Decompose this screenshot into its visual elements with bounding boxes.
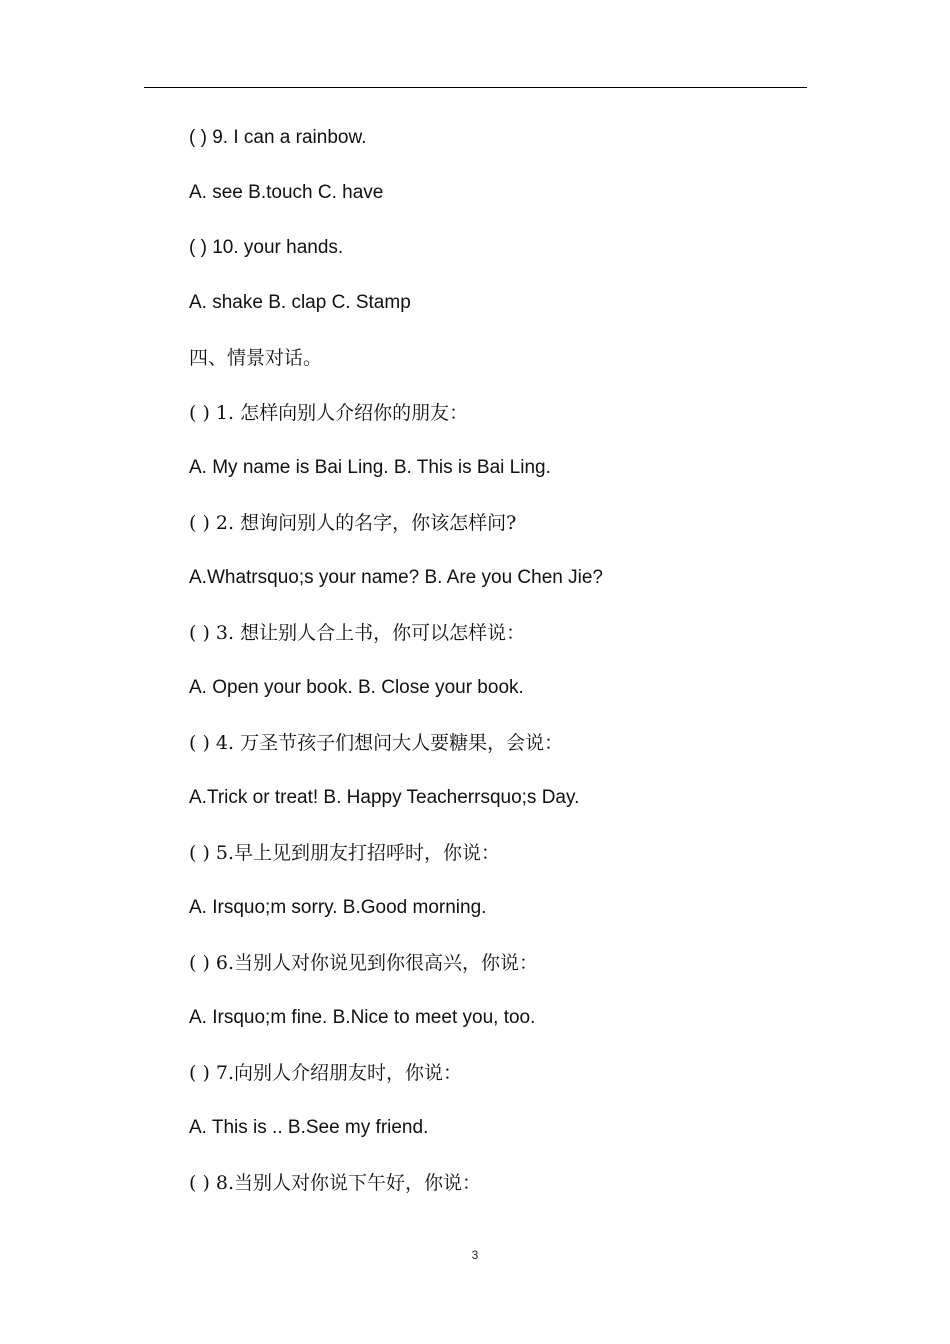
dialog-question-4-stem: ( ) 4. 万圣节孩子们想问大人要糖果，会说：	[189, 732, 564, 754]
question-10-options: A. shake B. clap C. Stamp	[189, 292, 411, 313]
dialog-question-5-options: A. Irsquo;m sorry. B.Good morning.	[189, 897, 487, 918]
dialog-question-4-options: A.Trick or treat! B. Happy Teacherrsquo;s Day.	[189, 787, 580, 808]
header-rule	[144, 87, 807, 88]
question-9-options: A. see B.touch C. have	[189, 182, 384, 203]
dialog-question-3-stem: ( ) 3. 想让别人合上书，你可以怎样说：	[189, 622, 526, 644]
dialog-question-3-options: A. Open your book. B. Close your book.	[189, 677, 524, 698]
dialog-question-6-options: A. Irsquo;m fine. B.Nice to meet you, too.	[189, 1007, 536, 1028]
dialog-question-7-stem: ( ) 7.向别人介绍朋友时，你说：	[189, 1062, 463, 1084]
dialog-question-2-options: A.Whatrsquo;s your name? B. Are you Chen Jie?	[189, 567, 603, 588]
dialog-question-2-stem: ( ) 2. 想询问别人的名字，你该怎样问?	[189, 512, 517, 534]
dialog-question-1-stem: ( ) 1. 怎样向别人介绍你的朋友：	[189, 402, 469, 424]
question-9-stem: ( ) 9. I can a rainbow.	[189, 127, 367, 148]
section-heading: 四、情景对话。	[189, 347, 323, 369]
dialog-question-1-options: A. My name is Bai Ling. B. This is Bai Ling.	[189, 457, 551, 478]
dialog-question-8-stem: ( ) 8.当别人对你说下午好，你说：	[189, 1172, 482, 1194]
page-number: 3	[471, 1248, 479, 1262]
dialog-question-7-options: A. This is .. B.See my friend.	[189, 1117, 429, 1138]
question-10-stem: ( ) 10. your hands.	[189, 237, 344, 258]
dialog-question-6-stem: ( ) 6.当别人对你说见到你很高兴，你说：	[189, 952, 539, 974]
page-content	[189, 124, 809, 1224]
dialog-question-5-stem: ( ) 5.早上见到朋友打招呼时，你说：	[189, 842, 501, 864]
